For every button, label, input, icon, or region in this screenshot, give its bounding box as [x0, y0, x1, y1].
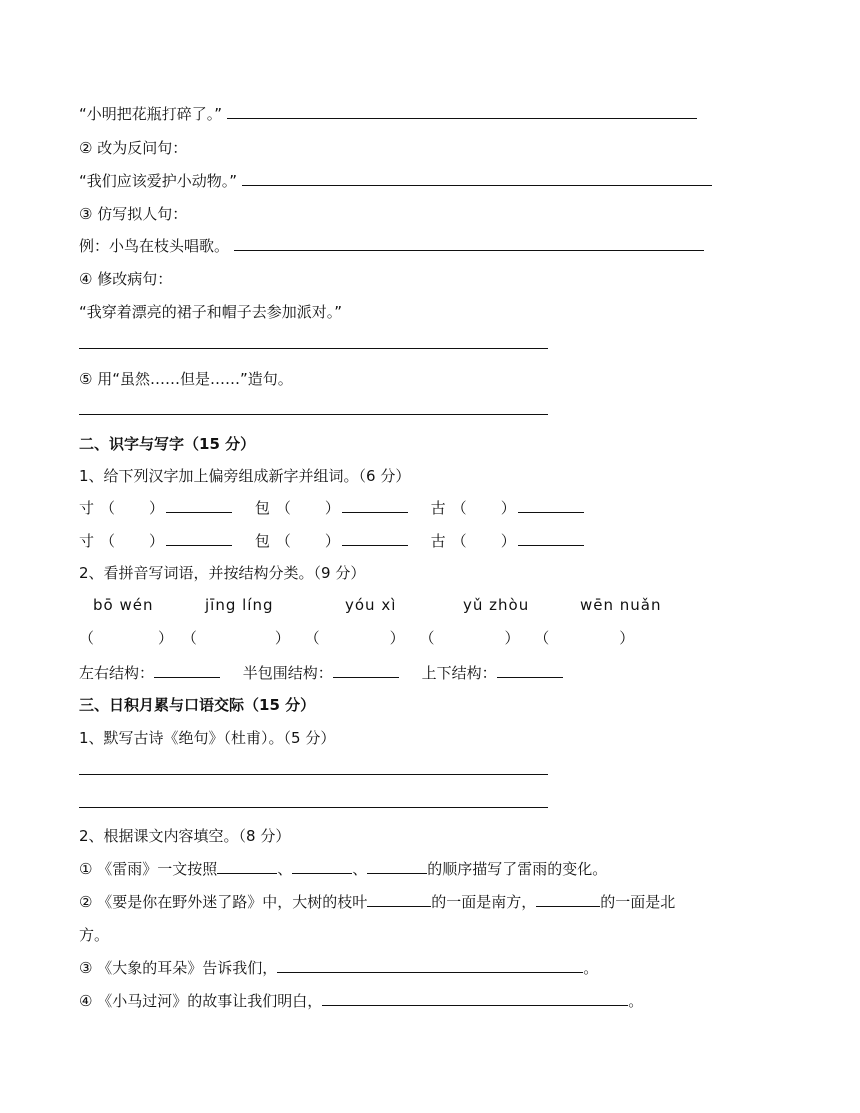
- paren-close: ）: [619, 629, 635, 647]
- paren-open: （: [100, 532, 116, 550]
- fill-blank[interactable]: [277, 958, 583, 973]
- pinyin-wennuan: wēn nuǎn: [580, 596, 662, 614]
- paren-open: （: [181, 629, 197, 647]
- section-3-heading: 三、日积月累与口语交际（15 分）: [79, 696, 316, 714]
- fill-1-text-b: 的顺序描写了雷雨的变化。: [427, 860, 608, 878]
- structure-blank[interactable]: [497, 663, 563, 678]
- item-4-label: ④ 修改病句：: [79, 270, 173, 288]
- fill-blank[interactable]: [536, 892, 600, 907]
- item-5-label: ⑤ 用“虽然……但是……”造句。: [79, 370, 293, 388]
- paren-close: ）: [324, 532, 340, 550]
- fill-3-text-b: 。: [583, 959, 599, 977]
- paren-open: （: [100, 499, 116, 517]
- fill-blank[interactable]: [292, 859, 352, 874]
- paren-close: ）: [158, 629, 174, 647]
- paren-open: （: [451, 499, 467, 517]
- sentence-2-row: [79, 171, 712, 191]
- fill-2-row: [79, 892, 675, 912]
- section-2-q1: 1、给下列汉字加上偏旁组成新字并组词。（6 分）: [79, 467, 411, 485]
- section-3-q1: 1、默写古诗《绝句》（杜甫）。（5 分）: [79, 729, 336, 747]
- pinyin-yuzhou: yǔ zhòu: [463, 596, 530, 614]
- pinyin-jingling: jīng líng: [205, 596, 274, 614]
- fill-2-text-c: 的一面是北: [600, 893, 676, 911]
- structure-half-enclosure: 半包围结构：: [242, 664, 333, 682]
- paren-close: ）: [500, 499, 516, 517]
- section-2-q2: 2、看拼音写词语，并按结构分类。（9 分）: [79, 564, 366, 582]
- pinyin-answer-row: [79, 628, 634, 648]
- fill-blank[interactable]: [367, 859, 427, 874]
- paren-close: ）: [149, 532, 165, 550]
- fill-2-continued: 方。: [79, 926, 110, 944]
- paren-open: （: [451, 532, 467, 550]
- pinyin-bowen: bō wén: [93, 596, 154, 614]
- char-gu: 古: [430, 532, 446, 550]
- sentence-2-text: “我们应该爱护小动物。”: [79, 172, 238, 190]
- structure-blank[interactable]: [333, 663, 399, 678]
- structure-blank[interactable]: [154, 663, 220, 678]
- answer-line[interactable]: [79, 807, 548, 808]
- word-blank[interactable]: [518, 498, 584, 513]
- fill-2-text-b: 的一面是南方，: [431, 893, 537, 911]
- paren-close: ）: [500, 532, 516, 550]
- word-blank[interactable]: [166, 531, 232, 546]
- fill-1-row: [79, 859, 607, 879]
- sentence-1-text: “小明把花瓶打碎了。”: [79, 105, 223, 123]
- sentence-1-row: [79, 104, 697, 124]
- word-blank[interactable]: [518, 531, 584, 546]
- radical-row: [79, 498, 584, 518]
- structure-top-bottom: 上下结构：: [421, 664, 497, 682]
- answer-line[interactable]: [79, 774, 548, 775]
- word-blank[interactable]: [166, 498, 232, 513]
- paren-close: ）: [389, 629, 405, 647]
- paren-close: ）: [274, 629, 290, 647]
- section-2-heading: 二、识字与写字（15 分）: [79, 435, 256, 453]
- sentence-3-text: 例：小鸟在枝头唱歌。: [79, 237, 230, 255]
- fill-sep: 、: [277, 860, 293, 878]
- answer-blank[interactable]: [234, 236, 704, 251]
- char-cun: 寸: [79, 532, 95, 550]
- paren-open: （: [304, 629, 320, 647]
- fill-sep: 、: [352, 860, 368, 878]
- section-3-q2: 2、根据课文内容填空。（8 分）: [79, 827, 291, 845]
- char-cun: 寸: [79, 499, 95, 517]
- paren-open: （: [79, 629, 95, 647]
- paren-open: （: [534, 629, 550, 647]
- answer-line[interactable]: [79, 414, 548, 415]
- structure-row: [79, 663, 563, 683]
- fill-blank[interactable]: [322, 991, 628, 1006]
- answer-blank[interactable]: [227, 104, 697, 119]
- fill-3-row: [79, 958, 598, 978]
- word-blank[interactable]: [342, 531, 408, 546]
- answer-blank[interactable]: [242, 171, 712, 186]
- structure-left-right: 左右结构：: [79, 664, 155, 682]
- paren-open: （: [275, 499, 291, 517]
- fill-4-text-b: 。: [628, 992, 644, 1010]
- char-bao: 包: [254, 532, 270, 550]
- paren-open: （: [419, 629, 435, 647]
- char-gu: 古: [430, 499, 446, 517]
- fill-4-row: [79, 991, 643, 1011]
- word-blank[interactable]: [342, 498, 408, 513]
- paren-open: （: [275, 532, 291, 550]
- pinyin-youxi: yóu xì: [345, 596, 397, 614]
- paren-close: ）: [324, 499, 340, 517]
- answer-line[interactable]: [79, 348, 548, 349]
- fill-2-text-a: ② 《要是你在野外迷了路》中，大树的枝叶: [79, 893, 368, 911]
- fill-3-text-a: ③ 《大象的耳朵》告诉我们，: [79, 959, 278, 977]
- sentence-3-row: [79, 236, 704, 256]
- char-bao: 包: [254, 499, 270, 517]
- paren-close: ）: [504, 629, 520, 647]
- sentence-4-text: “我穿着漂亮的裙子和帽子去参加派对。”: [79, 303, 343, 321]
- item-3-label: ③ 仿写拟人句：: [79, 205, 188, 223]
- fill-blank[interactable]: [367, 892, 431, 907]
- radical-row: [79, 531, 584, 551]
- fill-blank[interactable]: [217, 859, 277, 874]
- fill-4-text-a: ④ 《小马过河》的故事让我们明白，: [79, 992, 323, 1010]
- item-2-label: ② 改为反问句：: [79, 139, 188, 157]
- paren-close: ）: [149, 499, 165, 517]
- fill-1-text-a: ① 《雷雨》一文按照: [79, 860, 218, 878]
